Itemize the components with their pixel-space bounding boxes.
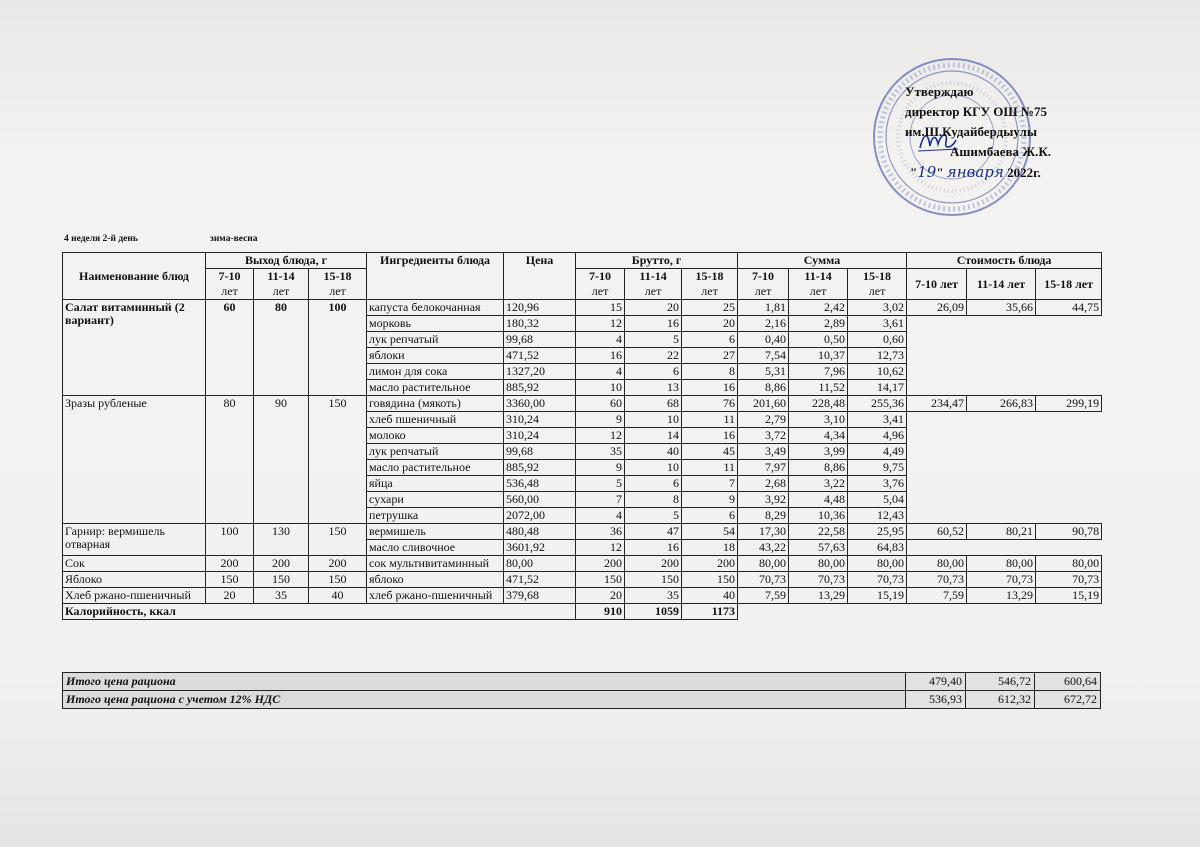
cost-blank bbox=[907, 428, 1102, 444]
ingredient-brutto: 6 bbox=[682, 332, 738, 348]
ingredient-name: петрушка bbox=[367, 508, 504, 524]
years-header: лет bbox=[682, 284, 738, 300]
ingredient-brutto: 35 bbox=[625, 588, 682, 604]
totals-table bbox=[62, 672, 1101, 709]
ingredient-sum: 0,60 bbox=[848, 332, 907, 348]
age-header: 11-14 bbox=[789, 269, 848, 285]
ingredient-sum: 9,75 bbox=[848, 460, 907, 476]
age-header: 7-10 bbox=[738, 269, 789, 285]
dish-cost: 80,21 bbox=[967, 524, 1036, 540]
total-value: 479,40 bbox=[906, 673, 966, 691]
ingredient-price: 480,48 bbox=[504, 524, 576, 540]
ingredient-brutto: 16 bbox=[625, 540, 682, 556]
dish-yield: 60 bbox=[206, 300, 254, 396]
ingredient-brutto: 9 bbox=[682, 492, 738, 508]
ingredient-sum: 7,97 bbox=[738, 460, 789, 476]
ingredient-brutto: 11 bbox=[682, 412, 738, 428]
ingredient-brutto: 40 bbox=[682, 588, 738, 604]
ingredient-brutto: 16 bbox=[682, 428, 738, 444]
years-header: лет bbox=[206, 284, 254, 300]
calories-blank bbox=[738, 604, 1102, 620]
dish-yield: 35 bbox=[254, 588, 309, 604]
dish-cost: 80,00 bbox=[1036, 556, 1102, 572]
ingredient-brutto: 27 bbox=[682, 348, 738, 364]
calories-row bbox=[63, 604, 1102, 620]
cost-blank bbox=[907, 380, 1102, 396]
ingredient-sum: 7,59 bbox=[738, 588, 789, 604]
ingredient-sum: 8,86 bbox=[738, 380, 789, 396]
dish-yield: 100 bbox=[206, 524, 254, 556]
ingredient-name: яйца bbox=[367, 476, 504, 492]
ingredient-brutto: 45 bbox=[682, 444, 738, 460]
dish-yield: 150 bbox=[309, 572, 367, 588]
age-header: 7-10 bbox=[206, 269, 254, 285]
ingredient-brutto: 8 bbox=[682, 364, 738, 380]
col-yield: Выход блюда, г bbox=[206, 253, 367, 269]
ingredient-brutto: 54 bbox=[682, 524, 738, 540]
approval-date-month: января bbox=[946, 163, 1004, 181]
dish-cost: 70,73 bbox=[907, 572, 967, 588]
col-brutto: Брутто, г bbox=[576, 253, 738, 269]
dish-cost: 70,73 bbox=[1036, 572, 1102, 588]
ingredient-name: сок мультивитаминный bbox=[367, 556, 504, 572]
ingredient-brutto: 10 bbox=[576, 380, 625, 396]
cost-blank bbox=[907, 476, 1102, 492]
dish-cost: 80,00 bbox=[907, 556, 967, 572]
col-cost: Стоимость блюда bbox=[907, 253, 1102, 269]
ingredient-name: масло сливочное bbox=[367, 540, 504, 556]
ingredient-brutto: 6 bbox=[682, 508, 738, 524]
cost-blank bbox=[907, 364, 1102, 380]
ingredient-sum: 8,29 bbox=[738, 508, 789, 524]
ingredient-sum: 57,63 bbox=[789, 540, 848, 556]
total-value: 600,64 bbox=[1035, 673, 1101, 691]
dish-name: Хлеб ржано-пшеничный bbox=[63, 588, 206, 604]
ingredient-price: 536,48 bbox=[504, 476, 576, 492]
cost-blank bbox=[907, 316, 1102, 332]
ingredient-brutto: 6 bbox=[625, 364, 682, 380]
years-header: лет bbox=[789, 284, 848, 300]
dish-yield: 130 bbox=[254, 524, 309, 556]
ingredient-brutto: 76 bbox=[682, 396, 738, 412]
ingredient-brutto: 40 bbox=[625, 444, 682, 460]
ingredient-name: лук репчатый bbox=[367, 444, 504, 460]
col-ingredients: Ингредиенты блюда bbox=[367, 253, 504, 300]
ingredient-sum: 3,49 bbox=[738, 444, 789, 460]
ingredient-brutto: 5 bbox=[576, 476, 625, 492]
ingredient-sum: 2,68 bbox=[738, 476, 789, 492]
ingredient-sum: 7,54 bbox=[738, 348, 789, 364]
ingredient-brutto: 11 bbox=[682, 460, 738, 476]
ingredient-sum: 15,19 bbox=[848, 588, 907, 604]
ingredient-sum: 25,95 bbox=[848, 524, 907, 540]
ingredient-brutto: 4 bbox=[576, 364, 625, 380]
total-vat-value: 536,93 bbox=[906, 691, 966, 709]
ingredient-name: вермишель bbox=[367, 524, 504, 540]
ingredient-brutto: 16 bbox=[625, 316, 682, 332]
ingredient-sum: 22,58 bbox=[789, 524, 848, 540]
ingredient-sum: 10,37 bbox=[789, 348, 848, 364]
ingredient-sum: 255,36 bbox=[848, 396, 907, 412]
total-vat-label: Итого цена рациона с учетом 12% НДС bbox=[63, 691, 906, 709]
ingredient-brutto: 5 bbox=[625, 508, 682, 524]
years-header: лет bbox=[576, 284, 625, 300]
total-vat-row bbox=[63, 691, 1101, 709]
ingredient-brutto: 14 bbox=[625, 428, 682, 444]
calories-value: 910 bbox=[576, 604, 625, 620]
ingredient-name: лук репчатый bbox=[367, 332, 504, 348]
dish-ingredient-row bbox=[63, 300, 1102, 316]
dish-cost: 70,73 bbox=[967, 572, 1036, 588]
ingredient-name: морковь bbox=[367, 316, 504, 332]
ingredient-brutto: 10 bbox=[625, 460, 682, 476]
ingredient-sum: 2,16 bbox=[738, 316, 789, 332]
ingredient-sum: 80,00 bbox=[789, 556, 848, 572]
dish-cost: 90,78 bbox=[1036, 524, 1102, 540]
ingredient-sum: 4,34 bbox=[789, 428, 848, 444]
ingredient-brutto: 16 bbox=[576, 348, 625, 364]
years-header: лет bbox=[254, 284, 309, 300]
dish-yield: 150 bbox=[309, 524, 367, 556]
dish-cost: 13,29 bbox=[967, 588, 1036, 604]
ingredient-name: хлеб пшеничный bbox=[367, 412, 504, 428]
ingredient-sum: 43,22 bbox=[738, 540, 789, 556]
cost-blank bbox=[907, 508, 1102, 524]
ingredient-brutto: 68 bbox=[625, 396, 682, 412]
dish-yield: 80 bbox=[254, 300, 309, 396]
ingredient-sum: 3,22 bbox=[789, 476, 848, 492]
total-value: 546,72 bbox=[966, 673, 1035, 691]
ingredient-sum: 2,89 bbox=[789, 316, 848, 332]
years-header: лет bbox=[738, 284, 789, 300]
ingredient-sum: 3,76 bbox=[848, 476, 907, 492]
ingredient-price: 885,92 bbox=[504, 380, 576, 396]
ingredient-sum: 12,43 bbox=[848, 508, 907, 524]
total-vat-value: 612,32 bbox=[966, 691, 1035, 709]
ingredient-price: 120,96 bbox=[504, 300, 576, 316]
dish-cost: 26,09 bbox=[907, 300, 967, 316]
dish-yield: 20 bbox=[206, 588, 254, 604]
approval-date-year: 2022г. bbox=[1007, 165, 1041, 180]
dish-ingredient-row bbox=[63, 572, 1102, 588]
age-header: 7-10 bbox=[576, 269, 625, 285]
age-header: 15-18 bbox=[848, 269, 907, 285]
ingredient-brutto: 10 bbox=[625, 412, 682, 428]
age-header: 11-14 лет bbox=[967, 269, 1036, 300]
ingredient-sum: 0,40 bbox=[738, 332, 789, 348]
ingredient-brutto: 12 bbox=[576, 540, 625, 556]
ingredient-brutto: 20 bbox=[682, 316, 738, 332]
ingredient-sum: 70,73 bbox=[738, 572, 789, 588]
dish-ingredient-row bbox=[63, 588, 1102, 604]
ingredient-price: 471,52 bbox=[504, 572, 576, 588]
cost-blank bbox=[907, 412, 1102, 428]
approval-date-day: 19 bbox=[917, 163, 937, 181]
dish-cost: 234,47 bbox=[907, 396, 967, 412]
ingredient-price: 310,24 bbox=[504, 428, 576, 444]
cost-blank bbox=[907, 460, 1102, 476]
ingredient-sum: 10,36 bbox=[789, 508, 848, 524]
ingredient-brutto: 7 bbox=[576, 492, 625, 508]
ingredient-sum: 3,41 bbox=[848, 412, 907, 428]
dish-ingredient-row bbox=[63, 396, 1102, 412]
ingredient-brutto: 6 bbox=[625, 476, 682, 492]
ingredient-sum: 70,73 bbox=[789, 572, 848, 588]
ingredient-name: говядина (мякоть) bbox=[367, 396, 504, 412]
col-dish-name: Наименование блюд bbox=[63, 253, 206, 300]
dish-cost: 44,75 bbox=[1036, 300, 1102, 316]
ingredient-sum: 3,92 bbox=[738, 492, 789, 508]
ingredient-name: яблоки bbox=[367, 348, 504, 364]
menu-table-body bbox=[63, 300, 1102, 620]
ingredient-brutto: 4 bbox=[576, 332, 625, 348]
ingredient-sum: 8,86 bbox=[789, 460, 848, 476]
ingredient-brutto: 9 bbox=[576, 460, 625, 476]
ingredient-sum: 5,04 bbox=[848, 492, 907, 508]
ingredient-price: 560,00 bbox=[504, 492, 576, 508]
dish-yield: 40 bbox=[309, 588, 367, 604]
ingredient-brutto: 36 bbox=[576, 524, 625, 540]
dish-name: Яблоко bbox=[63, 572, 206, 588]
dish-yield: 150 bbox=[254, 572, 309, 588]
age-header: 11-14 bbox=[625, 269, 682, 285]
dish-cost: 7,59 bbox=[907, 588, 967, 604]
ingredient-sum: 3,72 bbox=[738, 428, 789, 444]
cost-blank bbox=[907, 444, 1102, 460]
ingredient-sum: 3,61 bbox=[848, 316, 907, 332]
ingredient-sum: 64,83 bbox=[848, 540, 907, 556]
age-header: 15-18 bbox=[682, 269, 738, 285]
approval-title: Утверждаю bbox=[905, 84, 974, 99]
season-label: зима-весна bbox=[210, 234, 258, 244]
ingredient-price: 379,68 bbox=[504, 588, 576, 604]
ingredient-sum: 12,73 bbox=[848, 348, 907, 364]
ingredient-brutto: 200 bbox=[625, 556, 682, 572]
approval-date: "19" января 2022г. bbox=[910, 163, 1041, 181]
ingredient-price: 471,52 bbox=[504, 348, 576, 364]
ingredient-sum: 228,48 bbox=[789, 396, 848, 412]
dish-cost: 35,66 bbox=[967, 300, 1036, 316]
ingredient-price: 80,00 bbox=[504, 556, 576, 572]
dish-yield: 150 bbox=[206, 572, 254, 588]
dish-name: Сок bbox=[63, 556, 206, 572]
ingredient-name: капуста белокочанная bbox=[367, 300, 504, 316]
ingredient-brutto: 16 bbox=[682, 380, 738, 396]
ingredient-sum: 10,62 bbox=[848, 364, 907, 380]
ingredient-brutto: 7 bbox=[682, 476, 738, 492]
dish-name: Зразы рубленые bbox=[63, 396, 206, 524]
cost-blank bbox=[907, 332, 1102, 348]
ingredient-name: хлеб ржано-пшеничный bbox=[367, 588, 504, 604]
total-vat-value: 672,72 bbox=[1035, 691, 1101, 709]
ingredient-price: 180,32 bbox=[504, 316, 576, 332]
years-header: лет bbox=[848, 284, 907, 300]
menu-table bbox=[62, 252, 1102, 620]
dish-yield: 200 bbox=[254, 556, 309, 572]
col-price: Цена bbox=[504, 253, 576, 300]
age-header: 11-14 bbox=[254, 269, 309, 285]
dish-yield: 150 bbox=[309, 396, 367, 524]
ingredient-price: 3601,92 bbox=[504, 540, 576, 556]
cost-blank bbox=[907, 492, 1102, 508]
ingredient-brutto: 60 bbox=[576, 396, 625, 412]
dish-name: Салат витаминный (2 вариант) bbox=[63, 300, 206, 396]
ingredient-name: молоко bbox=[367, 428, 504, 444]
approval-block bbox=[905, 82, 1051, 183]
ingredient-brutto: 12 bbox=[576, 428, 625, 444]
ingredient-brutto: 20 bbox=[625, 300, 682, 316]
ingredient-brutto: 47 bbox=[625, 524, 682, 540]
ingredient-brutto: 13 bbox=[625, 380, 682, 396]
ingredient-name: сухари bbox=[367, 492, 504, 508]
dish-cost: 15,19 bbox=[1036, 588, 1102, 604]
years-header: лет bbox=[625, 284, 682, 300]
cost-blank bbox=[907, 540, 1102, 556]
ingredient-sum: 3,02 bbox=[848, 300, 907, 316]
ingredient-sum: 0,50 bbox=[789, 332, 848, 348]
dish-yield: 80 bbox=[206, 396, 254, 524]
total-row bbox=[63, 673, 1101, 691]
age-header: 15-18 bbox=[309, 269, 367, 285]
approval-signatory: Ашимбаева Ж.К. bbox=[950, 144, 1052, 159]
dish-yield: 200 bbox=[309, 556, 367, 572]
dish-ingredient-row bbox=[63, 524, 1102, 540]
calories-value: 1173 bbox=[682, 604, 738, 620]
week-day-label: 4 неделя 2-й день bbox=[64, 234, 138, 244]
ingredient-brutto: 22 bbox=[625, 348, 682, 364]
ingredient-sum: 11,52 bbox=[789, 380, 848, 396]
ingredient-sum: 14,17 bbox=[848, 380, 907, 396]
dish-yield: 100 bbox=[309, 300, 367, 396]
ingredient-sum: 2,42 bbox=[789, 300, 848, 316]
ingredient-sum: 5,31 bbox=[738, 364, 789, 380]
age-header: 7-10 лет bbox=[907, 269, 967, 300]
ingredient-sum: 7,96 bbox=[789, 364, 848, 380]
ingredient-brutto: 12 bbox=[576, 316, 625, 332]
ingredient-brutto: 15 bbox=[576, 300, 625, 316]
ingredient-sum: 2,79 bbox=[738, 412, 789, 428]
ingredient-price: 310,24 bbox=[504, 412, 576, 428]
ingredient-sum: 13,29 bbox=[789, 588, 848, 604]
approval-school: им.Ш.Кудайбердыулы bbox=[905, 124, 1037, 139]
ingredient-sum: 4,96 bbox=[848, 428, 907, 444]
ingredient-price: 99,68 bbox=[504, 332, 576, 348]
ingredient-brutto: 150 bbox=[576, 572, 625, 588]
ingredient-brutto: 200 bbox=[682, 556, 738, 572]
dish-cost: 299,19 bbox=[1036, 396, 1102, 412]
cost-blank bbox=[907, 348, 1102, 364]
ingredient-sum: 80,00 bbox=[738, 556, 789, 572]
ingredient-sum: 1,81 bbox=[738, 300, 789, 316]
ingredient-brutto: 18 bbox=[682, 540, 738, 556]
ingredient-brutto: 4 bbox=[576, 508, 625, 524]
ingredient-brutto: 35 bbox=[576, 444, 625, 460]
ingredient-sum: 80,00 bbox=[848, 556, 907, 572]
ingredient-name: масло растительное bbox=[367, 460, 504, 476]
approval-position: директор КГУ ОШ №75 bbox=[905, 104, 1047, 119]
ingredient-price: 2072,00 bbox=[504, 508, 576, 524]
header-row-2 bbox=[63, 269, 1102, 285]
ingredient-brutto: 20 bbox=[576, 588, 625, 604]
dish-cost: 80,00 bbox=[967, 556, 1036, 572]
calories-label: Калорийность, ккал bbox=[63, 604, 576, 620]
dish-cost: 60,52 bbox=[907, 524, 967, 540]
ingredient-price: 3360,00 bbox=[504, 396, 576, 412]
col-sum: Сумма bbox=[738, 253, 907, 269]
ingredient-brutto: 9 bbox=[576, 412, 625, 428]
dish-cost: 266,83 bbox=[967, 396, 1036, 412]
ingredient-brutto: 5 bbox=[625, 332, 682, 348]
ingredient-sum: 201,60 bbox=[738, 396, 789, 412]
years-header: лет bbox=[309, 284, 367, 300]
ingredient-brutto: 150 bbox=[682, 572, 738, 588]
ingredient-price: 99,68 bbox=[504, 444, 576, 460]
ingredient-name: яблоко bbox=[367, 572, 504, 588]
dish-name: Гарнир: вермишель отварная bbox=[63, 524, 206, 556]
ingredient-brutto: 8 bbox=[625, 492, 682, 508]
age-header: 15-18 лет bbox=[1036, 269, 1102, 300]
ingredient-sum: 3,99 bbox=[789, 444, 848, 460]
ingredient-price: 1327,20 bbox=[504, 364, 576, 380]
ingredient-sum: 4,49 bbox=[848, 444, 907, 460]
dish-yield: 90 bbox=[254, 396, 309, 524]
ingredient-name: масло растительное bbox=[367, 380, 504, 396]
ingredient-name: лимон для сока bbox=[367, 364, 504, 380]
ingredient-sum: 17,30 bbox=[738, 524, 789, 540]
total-label: Итого цена рациона bbox=[63, 673, 906, 691]
ingredient-sum: 4,48 bbox=[789, 492, 848, 508]
ingredient-brutto: 150 bbox=[625, 572, 682, 588]
ingredient-sum: 70,73 bbox=[848, 572, 907, 588]
dish-ingredient-row bbox=[63, 556, 1102, 572]
ingredient-brutto: 25 bbox=[682, 300, 738, 316]
dish-yield: 200 bbox=[206, 556, 254, 572]
ingredient-brutto: 200 bbox=[576, 556, 625, 572]
header-row-1 bbox=[63, 253, 1102, 269]
calories-value: 1059 bbox=[625, 604, 682, 620]
ingredient-price: 885,92 bbox=[504, 460, 576, 476]
ingredient-sum: 3,10 bbox=[789, 412, 848, 428]
